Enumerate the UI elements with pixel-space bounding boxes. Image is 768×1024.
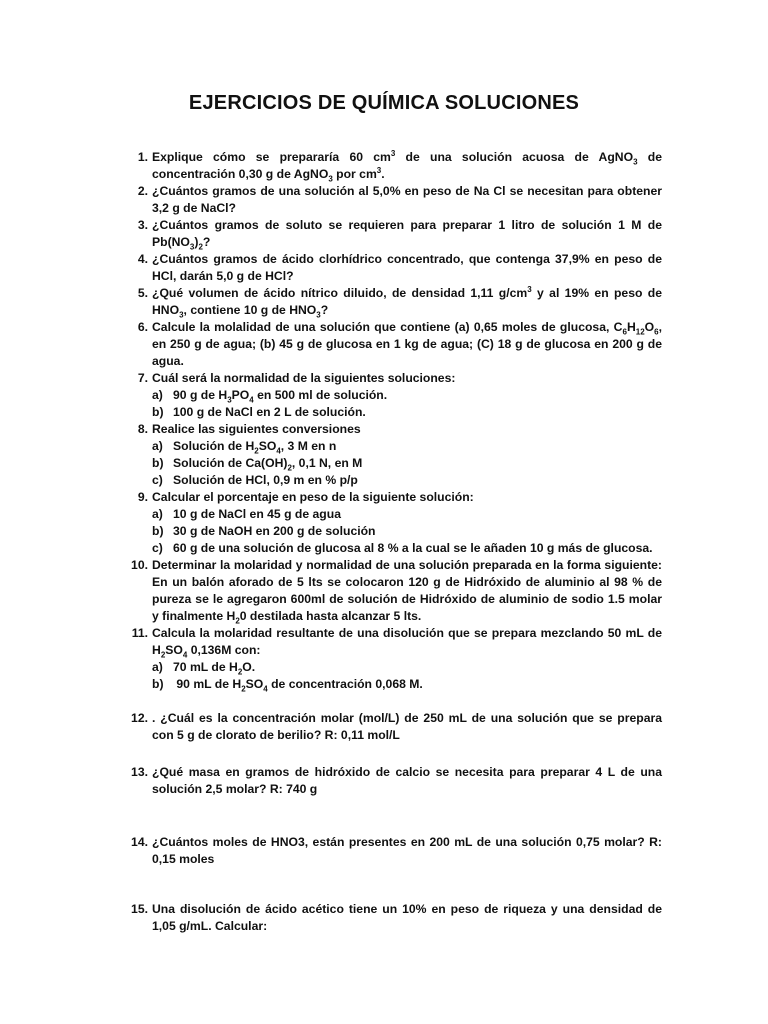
sub-item-text: 70 mL de $H_2O$. [173,660,256,677]
sub-item-letter: c) [152,541,163,555]
exercise-number: 12. [131,711,148,725]
exercise-number: 10. [131,558,148,572]
exercise-text: Calcula la molaridad resultante de una disolución que se prepara mezclando 50 mL de $H_2SO_4$ 0,136M con: [152,626,662,660]
exercise-text: Calcular el porcentaje en peso de la siguiente solución: [152,490,474,504]
sub-item [152,404,662,421]
exercise-text: Cuál será la normalidad de la siguientes soluciones: [152,371,456,385]
sub-item [152,387,662,404]
exercise-item [128,489,662,506]
sub-item-text: 100 g de NaCl en 2 L de solución. [173,405,366,419]
page-title: EJERCICIOS DE QUÍMICA SOLUCIONES [188,92,580,114]
exercise-text: ¿Cuántos moles de HNO3, están presentes en 200 mL de una solución 0,75 molar? R: 0,15 moles [152,835,662,866]
sub-item [152,659,662,676]
sub-item-text: 90 g de $H_3PO_4$ en 500 ml de solución. [173,388,388,405]
sub-item-letter: a) [152,507,163,521]
sub-item-text: 60 g de una solución de glucosa al 8 % a la cual se le añaden 10 g más de glucosa. [173,541,653,555]
sub-item-letter: a) [152,388,163,402]
exercise-text: ¿Qué masa en gramos de hidróxido de calcio se necesita para preparar 4 L de una solución 2,5 molar? R: 740 g [152,765,662,796]
exercise-list [128,149,662,935]
exercise-text: . ¿Cuál es la concentración molar (mol/L) de 250 mL de una solución que se prepara con 5 g de clorato de berilio? R: 0,11 mol/L [152,711,662,742]
exercise-item [128,217,662,251]
exercise-number: 8. [137,422,148,436]
exercise-text: Determinar la molaridad y normalidad de una solución preparada en la forma siguiente: En un balón aforado de 5 lts se colocaron 120 g de Hidróxido de aluminio al 98 % de pureza se le agregaron 600ml de solución de Hidróxido de aluminio de sodio 1.5 molar y finalmente $H_20$ destilada hasta alcanzar 5 lts. [152,558,662,626]
exercise-text: Realice las siguientes conversiones [152,422,361,436]
exercise-item [128,625,662,659]
sub-item-letter: b) [152,524,164,538]
sub-item-letter: a) [152,660,163,674]
exercise-item [128,183,662,217]
sub-item-text: Solución de HCl, 0,9 m en % p/p [173,473,358,487]
exercise-number: 3. [137,218,148,232]
exercise-item [128,319,662,370]
exercise-text: ¿Qué volumen de ácido nítrico diluido, de densidad 1,11 $g/cm^3$ y al 19% en peso de $HNO_3$, contiene 10 g de $HNO_3$? [152,284,662,320]
exercise-number: 4. [137,252,148,266]
sub-item-text: 10 g de NaCl en 45 g de agua [173,507,341,521]
exercise-item [128,285,662,319]
sub-item-text: Solución de $H_2SO_4$, 3 M en n [173,439,337,456]
exercise-item [128,710,662,744]
exercise-number: 2. [137,184,148,198]
exercise-text: Calcule la molalidad de una solución que contiene (a) 0,65 moles de glucosa, $C_6H_{12}O_6$, en 250 g de agua; (b) 45 g de glucosa en 1 kg de agua; (C) 18 g de glucosa en 200 g de agua. [152,320,662,368]
sub-item [152,676,662,693]
exercise-number: 1. [137,150,148,164]
sub-item-text: 30 g de NaOH en 200 g de solución [173,524,376,538]
exercise-text: ¿Cuántos gramos de ácido clorhídrico concentrado, que contenga 37,9% en peso de HCl, darán 5,0 g de HCl? [152,252,662,283]
exercise-item [128,251,662,285]
exercise-number: 7. [137,371,148,385]
exercise-item [128,557,662,625]
exercise-number: 5. [137,286,148,300]
exercise-text: ¿Cuántos gramos de una solución al 5,0% en peso de Na Cl se necesitan para obtener 3,2 g de NaCl? [152,184,662,215]
exercise-item [128,421,662,438]
sub-item-letter: b) [152,677,164,691]
exercise-text: Una disolución de ácido acético tiene un 10% en peso de riqueza y una densidad de 1,05 g/mL. Calcular: [152,902,662,933]
sub-item [152,472,662,489]
sub-item [152,523,662,540]
sub-item-text: Solución de $Ca(OH)_2$, 0,1 N, en M [173,456,363,473]
sub-item [152,455,662,472]
sub-item [152,506,662,523]
sub-item-letter: c) [152,473,163,487]
exercise-number: 9. [137,490,148,504]
exercise-number: 15. [131,902,148,916]
exercise-item [128,149,662,183]
sub-item [152,438,662,455]
exercise-number: 6. [137,320,148,334]
exercise-item [128,901,662,935]
sub-item-letter: b) [152,456,164,470]
sub-item-letter: b) [152,405,164,419]
sub-item [152,540,662,557]
exercise-number: 13. [131,765,148,779]
exercise-item [128,764,662,798]
exercise-item [128,834,662,868]
sub-item-text: 90 mL de $H_2SO_4$ de concentración 0,068 M. [173,677,423,694]
exercise-text: Explique cómo se prepararía 60 $cm^3$ de una solución acuosa de AgNO$_3$ de concentración 0,30 g de AgNO$_3$ por $cm^3$. [152,148,662,184]
sub-item-letter: a) [152,439,163,453]
exercise-number: 11. [131,626,148,640]
exercise-item [128,370,662,387]
exercise-text: ¿Cuántos gramos de soluto se requieren para preparar 1 litro de solución 1 M de $Pb(NO_3)_2$? [152,218,662,252]
exercise-number: 14. [131,835,148,849]
